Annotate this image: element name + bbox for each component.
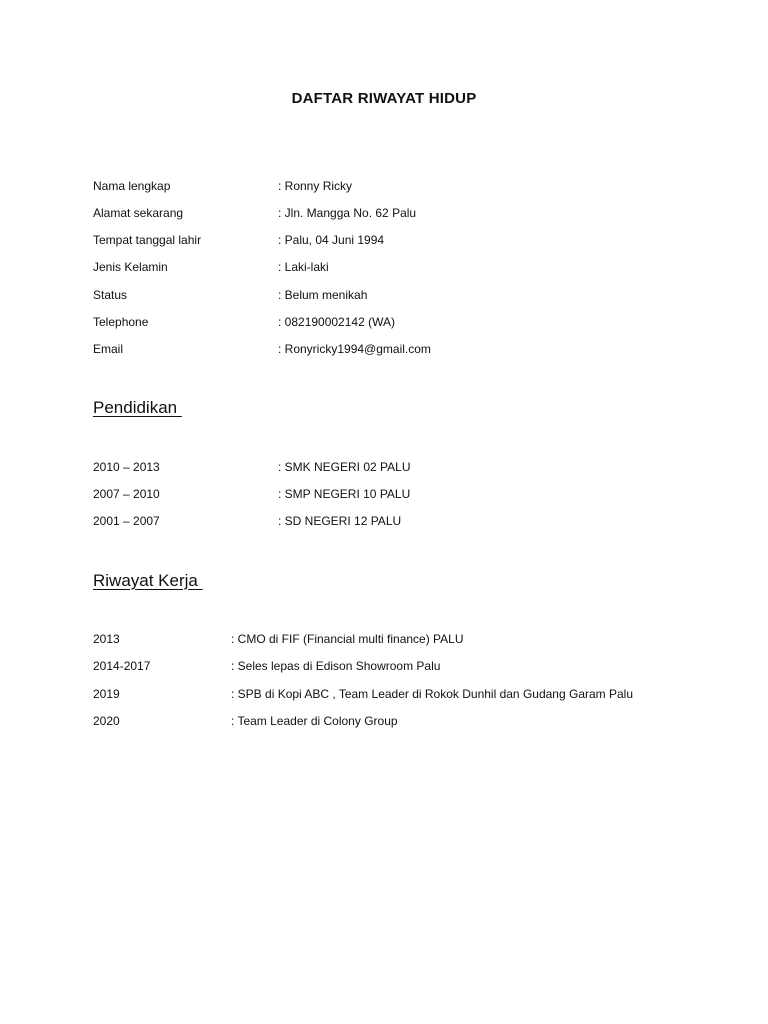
work-period: 2013	[93, 632, 120, 646]
work-description: : Seles lepas di Edison Showroom Palu	[231, 659, 441, 673]
biodata-value: : Ronyricky1994@gmail.com	[278, 342, 431, 356]
biodata-label: Alamat sekarang	[93, 206, 184, 220]
work-period: 2014-2017	[93, 659, 151, 673]
biodata-label: Status	[93, 288, 128, 302]
biodata-value: : Palu, 04 Juni 1994	[278, 233, 385, 247]
work-period: 2020	[93, 714, 120, 728]
work-description: : Team Leader di Colony Group	[231, 714, 398, 728]
biodata-value: : Laki-laki	[278, 260, 329, 274]
biodata-value: : Belum menikah	[278, 288, 368, 302]
work-description: : CMO di FIF (Financial multi finance) PALU	[231, 632, 464, 646]
education-period: 2001 – 2007	[93, 514, 160, 528]
page-title: DAFTAR RIWAYAT HIDUP	[291, 90, 477, 107]
education-period: 2010 – 2013	[93, 460, 160, 474]
education-heading: Pendidikan	[93, 398, 182, 417]
education-period: 2007 – 2010	[93, 487, 160, 501]
biodata-label: Telephone	[93, 315, 149, 329]
biodata-value: : Jln. Mangga No. 62 Palu	[278, 206, 417, 220]
education-school: : SMP NEGERI 10 PALU	[278, 487, 411, 501]
work-heading: Riwayat Kerja	[93, 571, 203, 590]
biodata-label: Email	[93, 342, 124, 356]
biodata-value: : Ronny Ricky	[278, 179, 353, 193]
biodata-label: Jenis Kelamin	[93, 260, 168, 274]
work-period: 2019	[93, 687, 120, 701]
education-school: : SMK NEGERI 02 PALU	[278, 460, 411, 474]
education-school: : SD NEGERI 12 PALU	[278, 514, 402, 528]
biodata-label: Nama lengkap	[93, 179, 171, 193]
work-description: : SPB di Kopi ABC , Team Leader di Rokok Dunhil dan Gudang Garam Palu	[231, 687, 634, 701]
biodata-label: Tempat tanggal lahir	[93, 233, 202, 247]
biodata-value: : 082190002142 (WA)	[278, 315, 395, 329]
